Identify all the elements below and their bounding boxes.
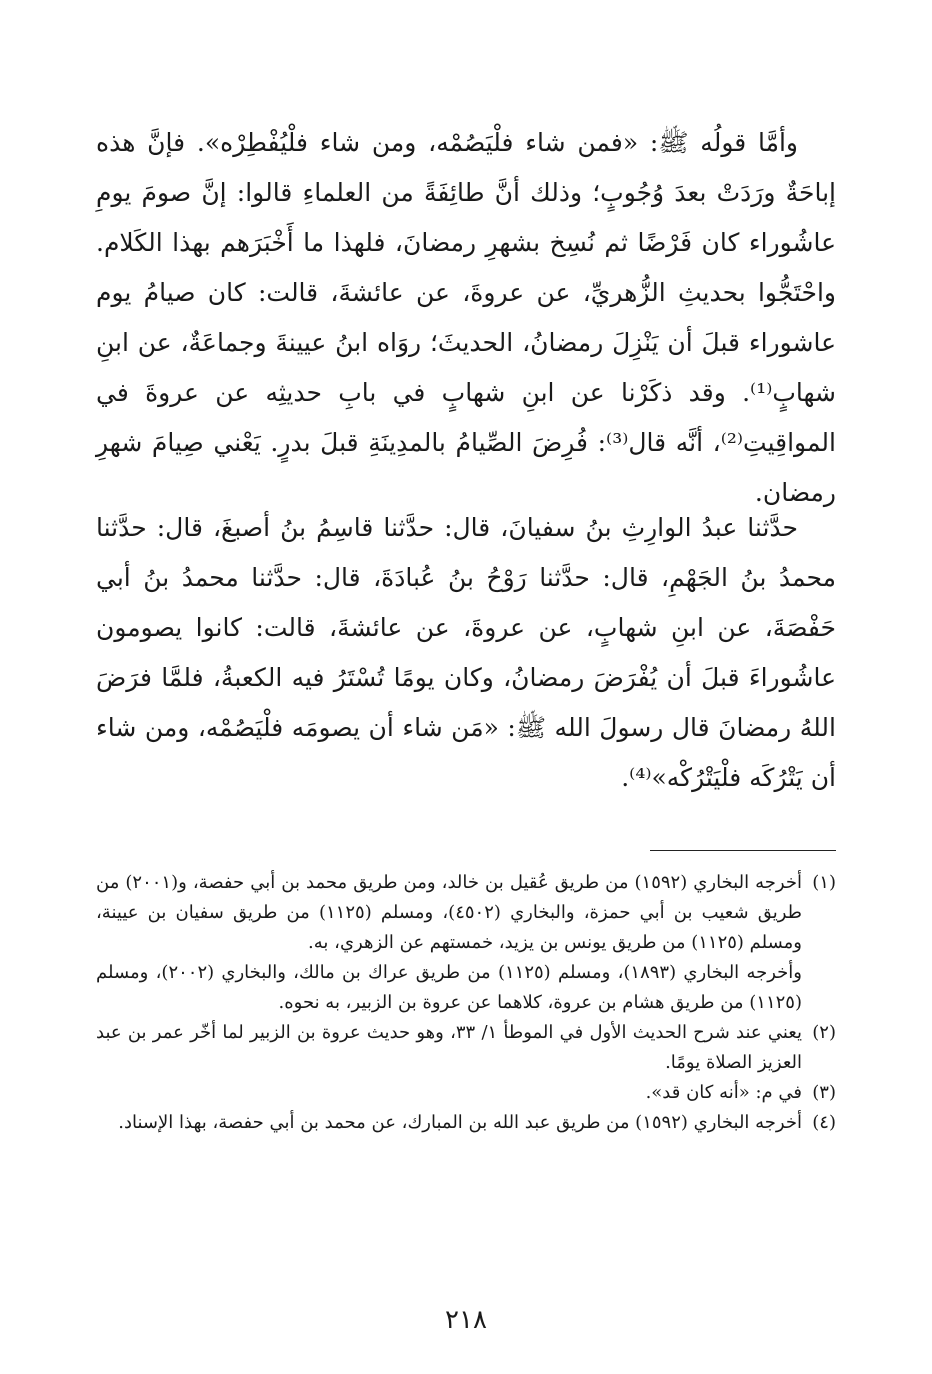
footnote-text: أخرجه البخاري (١٥٩٢) من طريق عبد الله بن المبارك، عن محمد بن أبي حفصة، بهذا الإسناد. xyxy=(118,1112,802,1133)
footnote-number: (٤) xyxy=(812,1112,836,1133)
footnote-2 xyxy=(96,1018,836,1078)
footnote-text: وأخرجه البخاري (١٨٩٣)، ومسلم (١١٢٥) من طريق عراك بن مالك، والبخاري (٢٠٠٢)، ومسلم (١١٢٥) من طريق هشام بن عروة، كلاهما عن عروة بن الزبير، به نحوه. xyxy=(96,962,802,1013)
footnote-text: يعني عند شرح الحديث الأول في الموطأ ١/ ٣٣، وهو حديث عروة بن الزبير لما أخّر عمر بن عبد العزيز الصلاة يومًا. xyxy=(96,1022,802,1073)
main-paragraph-1 xyxy=(96,118,836,518)
paragraph-text: حدَّثنا عبدُ الوارِثِ بنُ سفيانَ، قال: حدَّثنا قاسِمُ بنُ أصبغَ، قال: حدَّثنا محمدُ بنُ الجَهْمِ، قال: حدَّثنا رَوْحُ بنُ عُبادَةَ، قال: حدَّثنا محمدُ بنُ أبي حَفْصَةَ، عن ابنِ شهابٍ، عن عروةَ، عن عائشةَ، قالت: كانوا يصومون عاشُوراءَ قبلَ أن يُفْرَضَ رمضانُ، وكان يومًا تُسْتَرُ فيه الكعبةُ، فلمَّا فرَضَ اللهُ رمضانَ قال رسولَ الله ﷺ: «مَن شاء أن يصومَه فلْيَصُمْه، ومن شاء أن يَتْرُكَه فلْيَتْرُكْه»⁽⁴⁾. xyxy=(96,513,836,792)
footnote-3 xyxy=(96,1078,836,1108)
footnotes xyxy=(96,868,836,1138)
paragraph-text: وأمَّا قولُه ﷺ: «فمن شاء فلْيَصُمْه، ومن شاء فلْيُفْطِرْه». فإنَّ هذه إباحَةٌ ورَدَتْ بعدَ وُجُوبٍ؛ وذلك أنَّ طائِفَةً من العلماءِ قالوا: إنَّ صومَ يومِ عاشُوراء كان فَرْضًا ثم نُسِخ بشهرِ رمضانَ، فلهذا ما أَخْبَرَهم بهذا الكَلام. واحْتَجُّوا بحديثِ الزُّهريِّ، عن عروةَ، عن عائشةَ، قالت: كان صيامُ يوم عاشوراء قبلَ أن يَنْزِلَ رمضانُ، الحديثَ؛ روَاه ابنُ عيينةَ وجماعَةٌ، عن ابنِ شهابٍ⁽¹⁾. وقد ذكَرْنا عن ابنِ شهابٍ في بابِ حديثِه عن عروةَ في المواقِيتِ⁽²⁾، أنَّه قال⁽³⁾: فُرِضَ الصِّيامُ بالمدِينَةِ قبلَ بدرٍ. يَعْني صِيامَ شهرِ رمضان. xyxy=(96,128,836,507)
footnote-number: (٣) xyxy=(812,1082,836,1103)
footnote-1 xyxy=(96,868,836,1018)
footnote-number: (١) xyxy=(812,872,836,893)
page-number: ٢١٨ xyxy=(445,1305,487,1335)
footnote-number: (٢) xyxy=(812,1022,836,1043)
main-paragraph-2 xyxy=(96,503,836,803)
footnote-4 xyxy=(96,1108,836,1138)
footnote-separator xyxy=(650,850,836,851)
footnote-text: أخرجه البخاري (١٥٩٢) من طريق عُقيل بن خالد، ومن طريق محمد بن أبي حفصة، و(٢٠٠١) من طريق شعيب بن أبي حمزة، والبخاري (٤٥٠٢)، ومسلم (١١٢٥) من طريق سفيان بن عيينة، ومسلم (١١٢٥) من طريق يونس بن يزيد، خمستهم عن الزهري، به. xyxy=(96,872,802,953)
footnote-text: في م: «أنه كان قد». xyxy=(645,1082,802,1103)
